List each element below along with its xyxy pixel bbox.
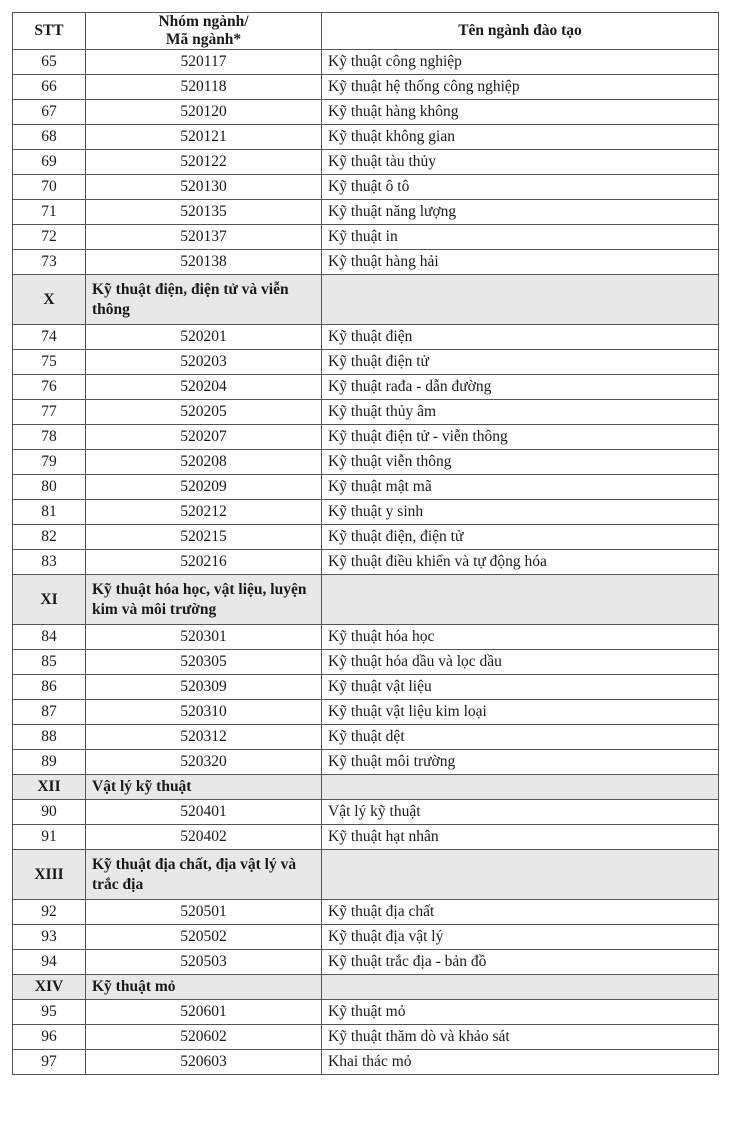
row-name: Kỹ thuật ô tô <box>322 175 719 200</box>
row-code: 520401 <box>86 800 322 825</box>
row-code: 520301 <box>86 625 322 650</box>
row-name: Kỹ thuật điện tử <box>322 350 719 375</box>
table-row <box>13 75 719 100</box>
row-code: 520503 <box>86 950 322 975</box>
row-name: Kỹ thuật thủy âm <box>322 400 719 425</box>
table-row <box>13 800 719 825</box>
row-name: Kỹ thuật hóa dầu và lọc dầu <box>322 650 719 675</box>
row-name: Kỹ thuật không gian <box>322 125 719 150</box>
row-stt: 75 <box>13 350 86 375</box>
row-stt: 69 <box>13 150 86 175</box>
row-stt: 77 <box>13 400 86 425</box>
row-stt: 87 <box>13 700 86 725</box>
group-name: Vật lý kỹ thuật <box>86 775 322 800</box>
table-row <box>13 1000 719 1025</box>
row-code: 520207 <box>86 425 322 450</box>
row-stt: 67 <box>13 100 86 125</box>
row-name: Kỹ thuật rađa - dẫn đường <box>322 375 719 400</box>
row-code: 520135 <box>86 200 322 225</box>
row-stt: 91 <box>13 825 86 850</box>
row-stt: 83 <box>13 550 86 575</box>
row-stt: 84 <box>13 625 86 650</box>
row-name: Kỹ thuật vật liệu <box>322 675 719 700</box>
row-stt: 85 <box>13 650 86 675</box>
group-row <box>13 775 719 800</box>
row-name: Kỹ thuật mật mã <box>322 475 719 500</box>
row-name: Kỹ thuật trắc địa - bản đồ <box>322 950 719 975</box>
table-row <box>13 650 719 675</box>
row-stt: 65 <box>13 50 86 75</box>
row-stt: 92 <box>13 900 86 925</box>
row-code: 520205 <box>86 400 322 425</box>
row-code: 520601 <box>86 1000 322 1025</box>
row-code: 520312 <box>86 725 322 750</box>
row-code: 520122 <box>86 150 322 175</box>
row-name: Kỹ thuật hạt nhân <box>322 825 719 850</box>
table-row <box>13 700 719 725</box>
row-name: Kỹ thuật hàng hải <box>322 250 719 275</box>
group-number: XI <box>13 575 86 625</box>
table-row <box>13 350 719 375</box>
row-stt: 70 <box>13 175 86 200</box>
row-stt: 72 <box>13 225 86 250</box>
table-row <box>13 1025 719 1050</box>
row-name: Kỹ thuật điện, điện tử <box>322 525 719 550</box>
table-row <box>13 1050 719 1075</box>
row-code: 520203 <box>86 350 322 375</box>
group-row <box>13 275 719 325</box>
row-stt: 96 <box>13 1025 86 1050</box>
table-row <box>13 425 719 450</box>
table-row <box>13 150 719 175</box>
program-table <box>12 12 719 1075</box>
row-stt: 82 <box>13 525 86 550</box>
table-row <box>13 200 719 225</box>
table-row <box>13 625 719 650</box>
row-name: Kỹ thuật hệ thống công nghiệp <box>322 75 719 100</box>
header-stt: STT <box>13 13 86 50</box>
group-row <box>13 850 719 900</box>
row-code: 520402 <box>86 825 322 850</box>
table-row <box>13 450 719 475</box>
header-group-code <box>86 13 322 50</box>
row-code: 520501 <box>86 900 322 925</box>
row-stt: 90 <box>13 800 86 825</box>
table-row <box>13 325 719 350</box>
row-name: Kỹ thuật năng lượng <box>322 200 719 225</box>
header-group-code-line1: Nhóm ngành/ <box>158 13 249 30</box>
table-body <box>13 50 719 1075</box>
row-stt: 88 <box>13 725 86 750</box>
row-code: 520130 <box>86 175 322 200</box>
row-name: Kỹ thuật công nghiệp <box>322 50 719 75</box>
group-name: Kỹ thuật mỏ <box>86 975 322 1000</box>
group-name: Kỹ thuật điện, điện tử và viễn thông <box>86 275 322 325</box>
group-row <box>13 975 719 1000</box>
row-stt: 94 <box>13 950 86 975</box>
row-name: Kỹ thuật mỏ <box>322 1000 719 1025</box>
row-name: Kỹ thuật thăm dò và khảo sát <box>322 1025 719 1050</box>
table-row <box>13 750 719 775</box>
table-row <box>13 125 719 150</box>
row-code: 520215 <box>86 525 322 550</box>
group-number: X <box>13 275 86 325</box>
row-name: Kỹ thuật môi trường <box>322 750 719 775</box>
group-empty-cell <box>322 850 719 900</box>
row-name: Vật lý kỹ thuật <box>322 800 719 825</box>
row-stt: 76 <box>13 375 86 400</box>
table-row <box>13 675 719 700</box>
row-code: 520209 <box>86 475 322 500</box>
table-row <box>13 475 719 500</box>
table-row <box>13 950 719 975</box>
row-name: Kỹ thuật y sinh <box>322 500 719 525</box>
table-row <box>13 250 719 275</box>
row-name: Kỹ thuật dệt <box>322 725 719 750</box>
table-header-row <box>13 13 719 50</box>
row-stt: 71 <box>13 200 86 225</box>
header-group-code-line2: Mã ngành* <box>165 31 242 48</box>
row-stt: 93 <box>13 925 86 950</box>
row-code: 520502 <box>86 925 322 950</box>
row-stt: 86 <box>13 675 86 700</box>
row-stt: 89 <box>13 750 86 775</box>
table-row <box>13 825 719 850</box>
table-row <box>13 50 719 75</box>
group-name: Kỹ thuật hóa học, vật liệu, luyện kim và môi trường <box>86 575 322 625</box>
group-row <box>13 575 719 625</box>
table-row <box>13 400 719 425</box>
table-row <box>13 550 719 575</box>
table-row <box>13 225 719 250</box>
row-code: 520201 <box>86 325 322 350</box>
row-stt: 80 <box>13 475 86 500</box>
group-empty-cell <box>322 275 719 325</box>
row-code: 520118 <box>86 75 322 100</box>
group-name: Kỹ thuật địa chất, địa vật lý và trắc địa <box>86 850 322 900</box>
row-name: Kỹ thuật hàng không <box>322 100 719 125</box>
row-stt: 66 <box>13 75 86 100</box>
table-row <box>13 375 719 400</box>
row-name: Kỹ thuật địa chất <box>322 900 719 925</box>
row-code: 520137 <box>86 225 322 250</box>
row-stt: 73 <box>13 250 86 275</box>
row-name: Kỹ thuật điều khiển và tự động hóa <box>322 550 719 575</box>
table-row <box>13 175 719 200</box>
row-code: 520208 <box>86 450 322 475</box>
row-name: Kỹ thuật hóa học <box>322 625 719 650</box>
table-row <box>13 100 719 125</box>
group-number: XIII <box>13 850 86 900</box>
row-code: 520204 <box>86 375 322 400</box>
row-stt: 74 <box>13 325 86 350</box>
table-row <box>13 925 719 950</box>
row-stt: 81 <box>13 500 86 525</box>
row-stt: 97 <box>13 1050 86 1075</box>
row-name: Kỹ thuật in <box>322 225 719 250</box>
table-row <box>13 900 719 925</box>
row-code: 520305 <box>86 650 322 675</box>
row-name: Kỹ thuật vật liệu kim loại <box>322 700 719 725</box>
header-name: Tên ngành đào tạo <box>322 13 719 50</box>
group-number: XIV <box>13 975 86 1000</box>
row-code: 520212 <box>86 500 322 525</box>
row-code: 520120 <box>86 100 322 125</box>
table-row <box>13 525 719 550</box>
row-code: 520121 <box>86 125 322 150</box>
row-name: Kỹ thuật tàu thủy <box>322 150 719 175</box>
group-empty-cell <box>322 975 719 1000</box>
row-stt: 95 <box>13 1000 86 1025</box>
row-code: 520320 <box>86 750 322 775</box>
group-number: XII <box>13 775 86 800</box>
row-code: 520117 <box>86 50 322 75</box>
row-code: 520216 <box>86 550 322 575</box>
row-name: Khai thác mỏ <box>322 1050 719 1075</box>
group-empty-cell <box>322 575 719 625</box>
row-code: 520602 <box>86 1025 322 1050</box>
row-code: 520603 <box>86 1050 322 1075</box>
table-row <box>13 500 719 525</box>
row-name: Kỹ thuật viễn thông <box>322 450 719 475</box>
row-name: Kỹ thuật điện <box>322 325 719 350</box>
row-name: Kỹ thuật địa vật lý <box>322 925 719 950</box>
row-stt: 68 <box>13 125 86 150</box>
table-row <box>13 725 719 750</box>
row-stt: 78 <box>13 425 86 450</box>
row-name: Kỹ thuật điện tử - viễn thông <box>322 425 719 450</box>
row-code: 520309 <box>86 675 322 700</box>
row-code: 520138 <box>86 250 322 275</box>
row-code: 520310 <box>86 700 322 725</box>
row-stt: 79 <box>13 450 86 475</box>
group-empty-cell <box>322 775 719 800</box>
